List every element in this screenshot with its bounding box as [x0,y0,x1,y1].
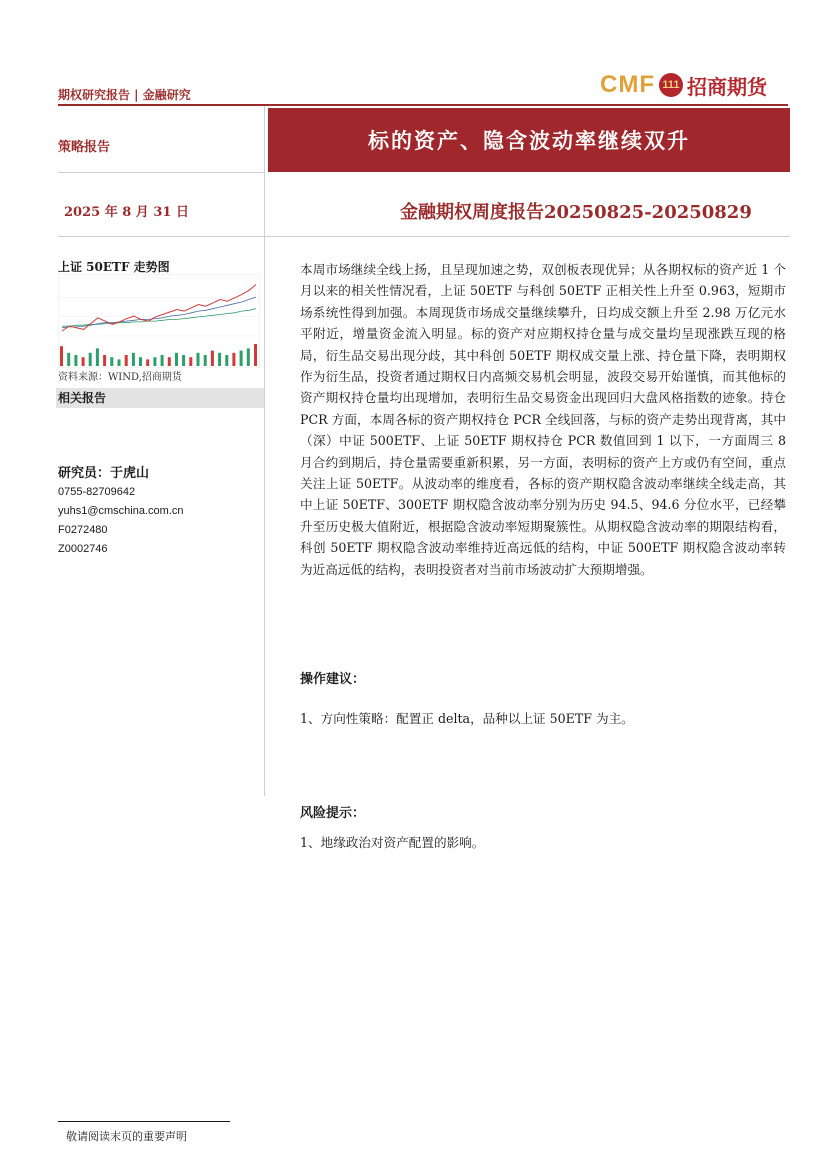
column-divider [264,106,265,796]
analyst-name: 研究员：于虎山 [58,466,150,481]
etf-trend-chart [58,274,260,368]
volume-bar [225,355,228,366]
analyst-email[interactable]: yuhs1@cmschina.com.cn [58,505,184,517]
volume-bar [175,353,178,366]
volume-bar [89,353,92,366]
volume-bar [161,355,164,366]
footer-divider [58,1121,230,1122]
left-divider [58,172,264,173]
volume-bar [132,353,135,366]
chart-title: 上证 50ETF 走势图 [58,260,170,274]
volume-bar [60,346,63,366]
cmf-logo [600,70,767,100]
volume-bar [67,353,70,366]
report-type-label: 策略报告 [58,140,111,155]
report-date: 2025 年 8 月 31 日 [64,205,189,220]
volume-bar [211,351,214,366]
volume-bar [139,357,142,366]
volume-bar [146,359,149,366]
risk-heading: 风险提示： [300,806,366,821]
volume-bar [247,348,250,366]
logo-cmf-text: CMF [600,71,655,98]
logo-badge-icon: 111 [659,73,683,97]
volume-bar [254,344,257,366]
headline-banner [268,108,790,172]
volume-bar [168,357,171,366]
volume-bar [118,359,121,366]
volume-bar [182,355,185,366]
volume-bar [153,357,156,366]
volume-bar [103,355,106,366]
volume-bar [218,353,221,366]
analyst-license-z: Z0002746 [58,543,108,555]
volume-bar [232,353,235,366]
volume-bar [82,357,85,366]
ops-item: 1、方向性策略：配置正 delta，品种以上证 50ETF 为主。 [300,711,634,726]
title-divider [58,236,790,237]
header-divider [58,104,788,106]
analyst-phone: 0755-82709642 [58,486,136,498]
summary-paragraph: 本周市场继续全线上扬，且呈现加速之势，双创板表现优异；从各期权标的资产近 1 个月以来的相关性情况看，上证 50ETF 与科创 50ETF 正相关性上升至 0.963，短期市场系统性得到加强。本周现货市场成交量继续攀升，日均成交额上升至 2.98 万亿元水平附近，增量资金流入明显。标的资产对应期权持仓量与成交量均呈现涨跌互现的格局，衍生品交易出现分歧，其中科创 50ETF 期权成交量上涨、持仓量下降，表明期权作为衍生品，投资者通过期权日内高频交易机会明显，波段交易开始谨慎，而其他标的资产期权持仓量均出现增加，表明衍生品交易资金出现回归大盘风格指数的迹象。持仓 PCR 方面，本周各标的资产期权持仓 PCR 全线回落，与标的资产走势出现背离，其中（深）中证 500ETF、上证 50ETF 期权持仓 PCR 数值回到 1 以下，一方面周三 8 月合约到期后，持仓量需要重新积累，另一方面，表明标的资产上方或仍有空间，重点关注上证 50ETF。从波动率的维度看，各标的资产期权隐含波动率继续全线走高，其中上证 50ETF、300ETF 期权隐含波动率分别为历史 94.5、94.6 分位水平，已经攀升至历史极大值附近，根据隐含波动率短期聚簇性。从期权隐含波动率的期限结构看，科创 50ETF 期权隐含波动率维持近高远低的结构，中证 500ETF 期权隐含波动率转为近高远低的结构，表明投资者对当前市场波动扩大预期增强。 [300,262,786,577]
volume-bar [189,357,192,366]
headline-title: 标的资产、隐含波动率继续双升 [368,128,690,153]
report-title: 金融期权周度报告20250825-20250829 [400,202,752,223]
footer-notice: 敬请阅读末页的重要声明 [66,1130,187,1143]
analyst-license-f: F0272480 [58,524,108,536]
chart-source: 资料来源：WIND,招商期货 [58,372,182,383]
volume-bar [110,357,113,366]
risk-item: 1、地缘政治对资产配置的影响。 [300,835,485,850]
related-reports-header: 相关报告 [56,388,264,408]
volume-bar [74,355,77,366]
volume-bar [125,355,128,366]
volume-bar [240,351,243,366]
volume-bar [204,355,207,366]
header-category: 期权研究报告 | 金融研究 [58,88,191,102]
volume-bar [197,353,200,366]
ops-heading: 操作建议： [300,672,366,687]
logo-company-name: 招商期货 [686,74,767,99]
volume-bar [96,348,99,366]
